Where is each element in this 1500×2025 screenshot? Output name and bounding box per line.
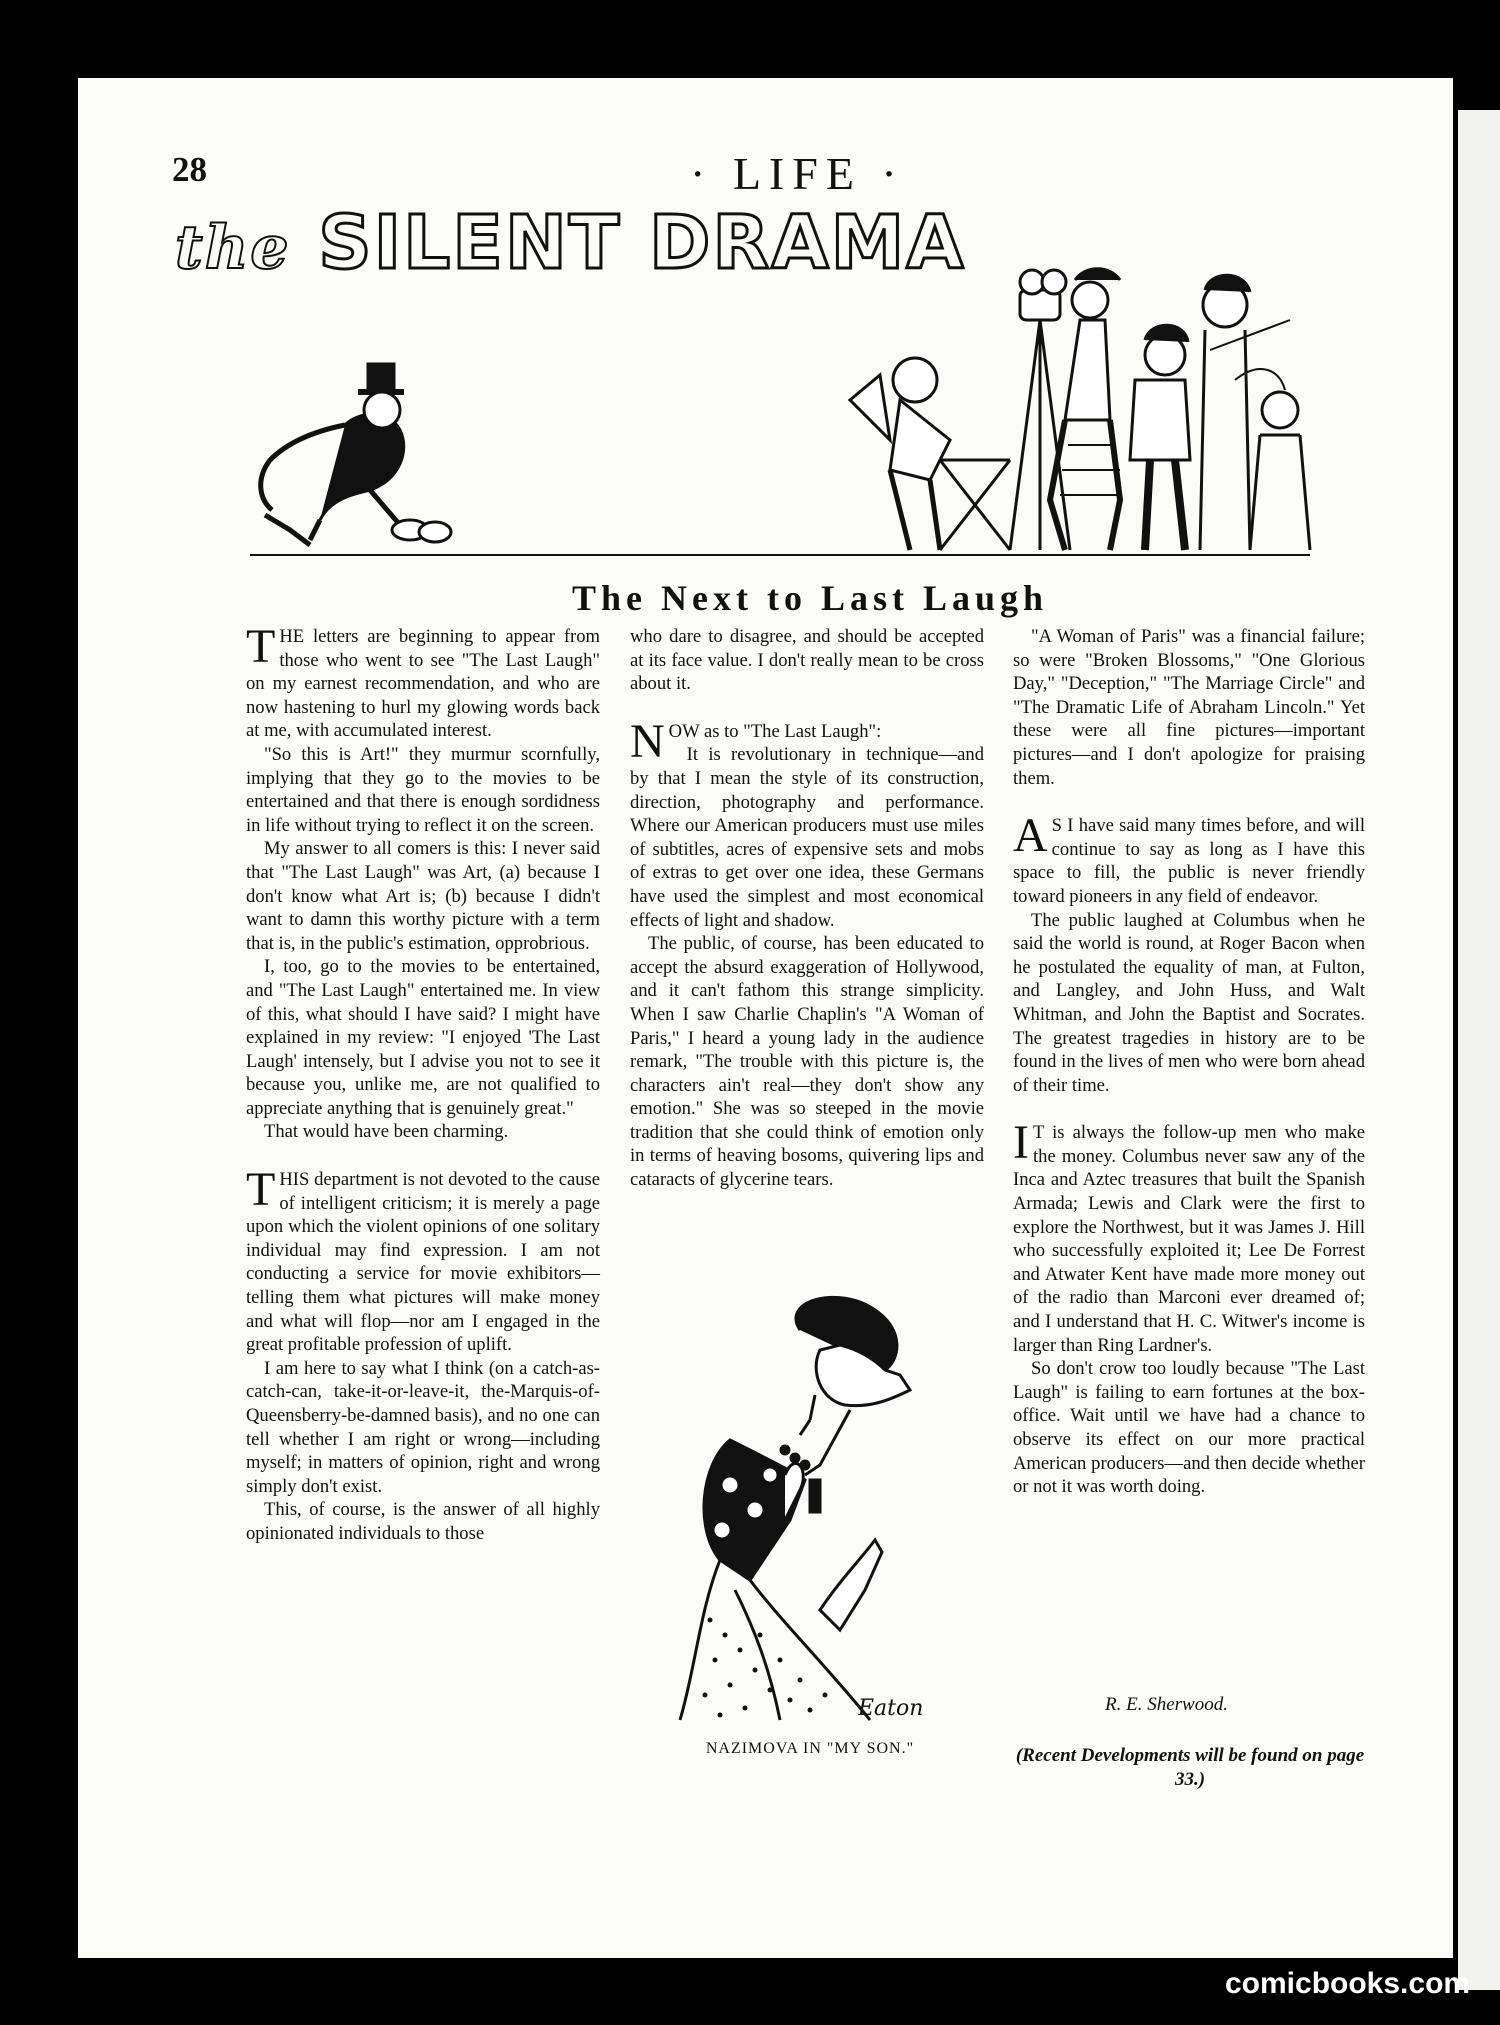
paragraph: THE letters are beginning to appear from those who went to see "The Last Laugh" on my earnest recommendation, and who are now hastening to hurl my glowing words back at me, with accumulated interest.	[246, 620, 600, 742]
drop-cap: T	[246, 1163, 276, 1217]
nazimova-caricature	[660, 1290, 960, 1730]
drop-cap: T	[246, 620, 276, 673]
continuation-note: (Recent Developments will be found on page 33.)	[1015, 1745, 1365, 1790]
section-title-prefix: the	[175, 213, 291, 283]
paragraph: THIS department is not devoted to the cause of intelligent criticism; it is merely a page upon which the violent opinions of one solitary individual may find expression. I am not conducting a service for movie exhibitors—telling them what pictures will make money and what will flop—nor am I engaged in the great profitable profession of uplift.	[246, 1163, 600, 1356]
crouching-figure-drawing	[261, 364, 451, 545]
paragraph: who dare to disagree, and should be accepted at its face value. I don't really mean to be cross about it.	[630, 626, 984, 695]
paragraph: A S I have said many times before, and will continue to say as long as I have this space to fill, the public is never friendly toward pioneers in any field of endeavor.	[1013, 809, 1365, 907]
paragraph: I, too, go to the movies to be entertained, and "The Last Laugh" entertained me. In view of this, what should I have said? I might have explained in my review: "I enjoyed 'The Last Laugh' intensely, but I advise you not to see it because you, unlike me, are not qualified to appreciate anything that is genuinely great."	[246, 956, 600, 1119]
paragraph: I T is always the follow-up men who make the money. Columbus never saw any of the Inca and Aztec treasures that built the Spanish Armada; Lewis and Clark were the first to explore the Northwest, but it was James J. Hill who successfully exploited it; Lee De Forrest and Atwater Kent have made more money out of the radio than Marconi ever dreamed of; and I understand that H. C. Witwer's income is larger than Ring Lardner's.	[1013, 1116, 1365, 1356]
header-illustration	[250, 260, 1360, 570]
paragraph: The public laughed at Columbus when he said the world is round, at Roger Bacon when he postulated the equality of man, at Fulton, and Langley, and John Huss, and Walt Whitman, and John the Baptist and Socrates. The greatest tragedies in history are to be found in the lives of men who were born ahead of their time.	[1013, 909, 1365, 1096]
magazine-name: · LIFE ·	[690, 148, 905, 199]
drop-cap: N	[630, 714, 665, 768]
facing-page-edge	[1458, 110, 1500, 1990]
film-crew-drawing	[850, 269, 1310, 550]
article-column-3	[1013, 625, 1365, 1499]
paragraph: So don't crow too loudly because "The Last Laugh" is failing to earn fortunes at the box-office. Wait until we have had a chance to observe its effect on our more practical American producers—and then decide whether or not it was worth doing.	[1013, 1358, 1365, 1498]
paragraph: The public, of course, has been educated to accept the absurd exaggeration of Hollywood, and it can't fathom this strange simplicity. When I saw Charlie Chaplin's "A Woman of Paris," I heard a young lady in the audience remark, "The trouble with this picture is, the characters ain't real—they don't show any emotion." She was so steeped in the movie tradition that she could think of emotion only in terms of heaving bosoms, quivering lips and cataracts of glycerine tears.	[630, 933, 984, 1191]
paragraph: This, of course, is the answer of all highly opinionated individuals to those	[246, 1499, 600, 1544]
article-column-1	[246, 620, 600, 1546]
artist-signature: Eaton	[858, 1696, 924, 1721]
author-signature: R. E. Sherwood.	[1105, 1694, 1228, 1715]
paragraph: My answer to all comers is this: I never said that "The Last Laugh" was Art, (a) because I don't know what Art is; (b) because I didn't want to damn this worthy picture with a term that is, in the public's estimation, opprobrious.	[246, 838, 600, 954]
paragraph: "So this is Art!" they murmur scornfully, implying that they go to the movies to be entertained and that there is enough sordidness in life without trying to reflect it on the screen.	[246, 743, 600, 836]
site-watermark: comicbooks.com	[1225, 1967, 1471, 2000]
article-column-2	[630, 625, 984, 1192]
drop-cap: I	[1013, 1116, 1029, 1170]
paragraph: That would have been charming.	[264, 1121, 509, 1143]
drop-cap: A	[1013, 809, 1048, 863]
paragraph: "A Woman of Paris" was a financial failure; so were "Broken Blossoms," "One Glorious Day," "Deception," "The Marriage Circle" and "The Dramatic Life of Abraham Lincoln." Yet these were all fine pictures—important pictures—and I don't apologize for praising them.	[1013, 626, 1365, 789]
illustration-caption: NAZIMOVA IN "MY SON."	[705, 1740, 915, 1757]
article-title: The Next to Last Laugh	[571, 578, 1049, 618]
paragraph: I am here to say what I think (on a catch-as-catch-can, take-it-or-leave-it, the-Marquis-of-Queensberry-be-damned basis), and no one can tell whether I am right or wrong—including myself; in matters of opinion, right and wrong simply don't exist.	[246, 1357, 600, 1497]
section-title-main: SILENT DRAMA	[318, 200, 966, 286]
paragraph: NOW as to "The Last Laugh":	[630, 714, 882, 768]
page-number: 28	[172, 150, 207, 189]
paragraph: It is revolutionary in technique—and by that I mean the style of its construction, direction, photography and performance. Where our American producers must use miles of subtitles, acres of expensive sets and mobs of extras to get over one idea, these Germans have used the simplest and most economical effects of light and shadow.	[630, 744, 984, 931]
